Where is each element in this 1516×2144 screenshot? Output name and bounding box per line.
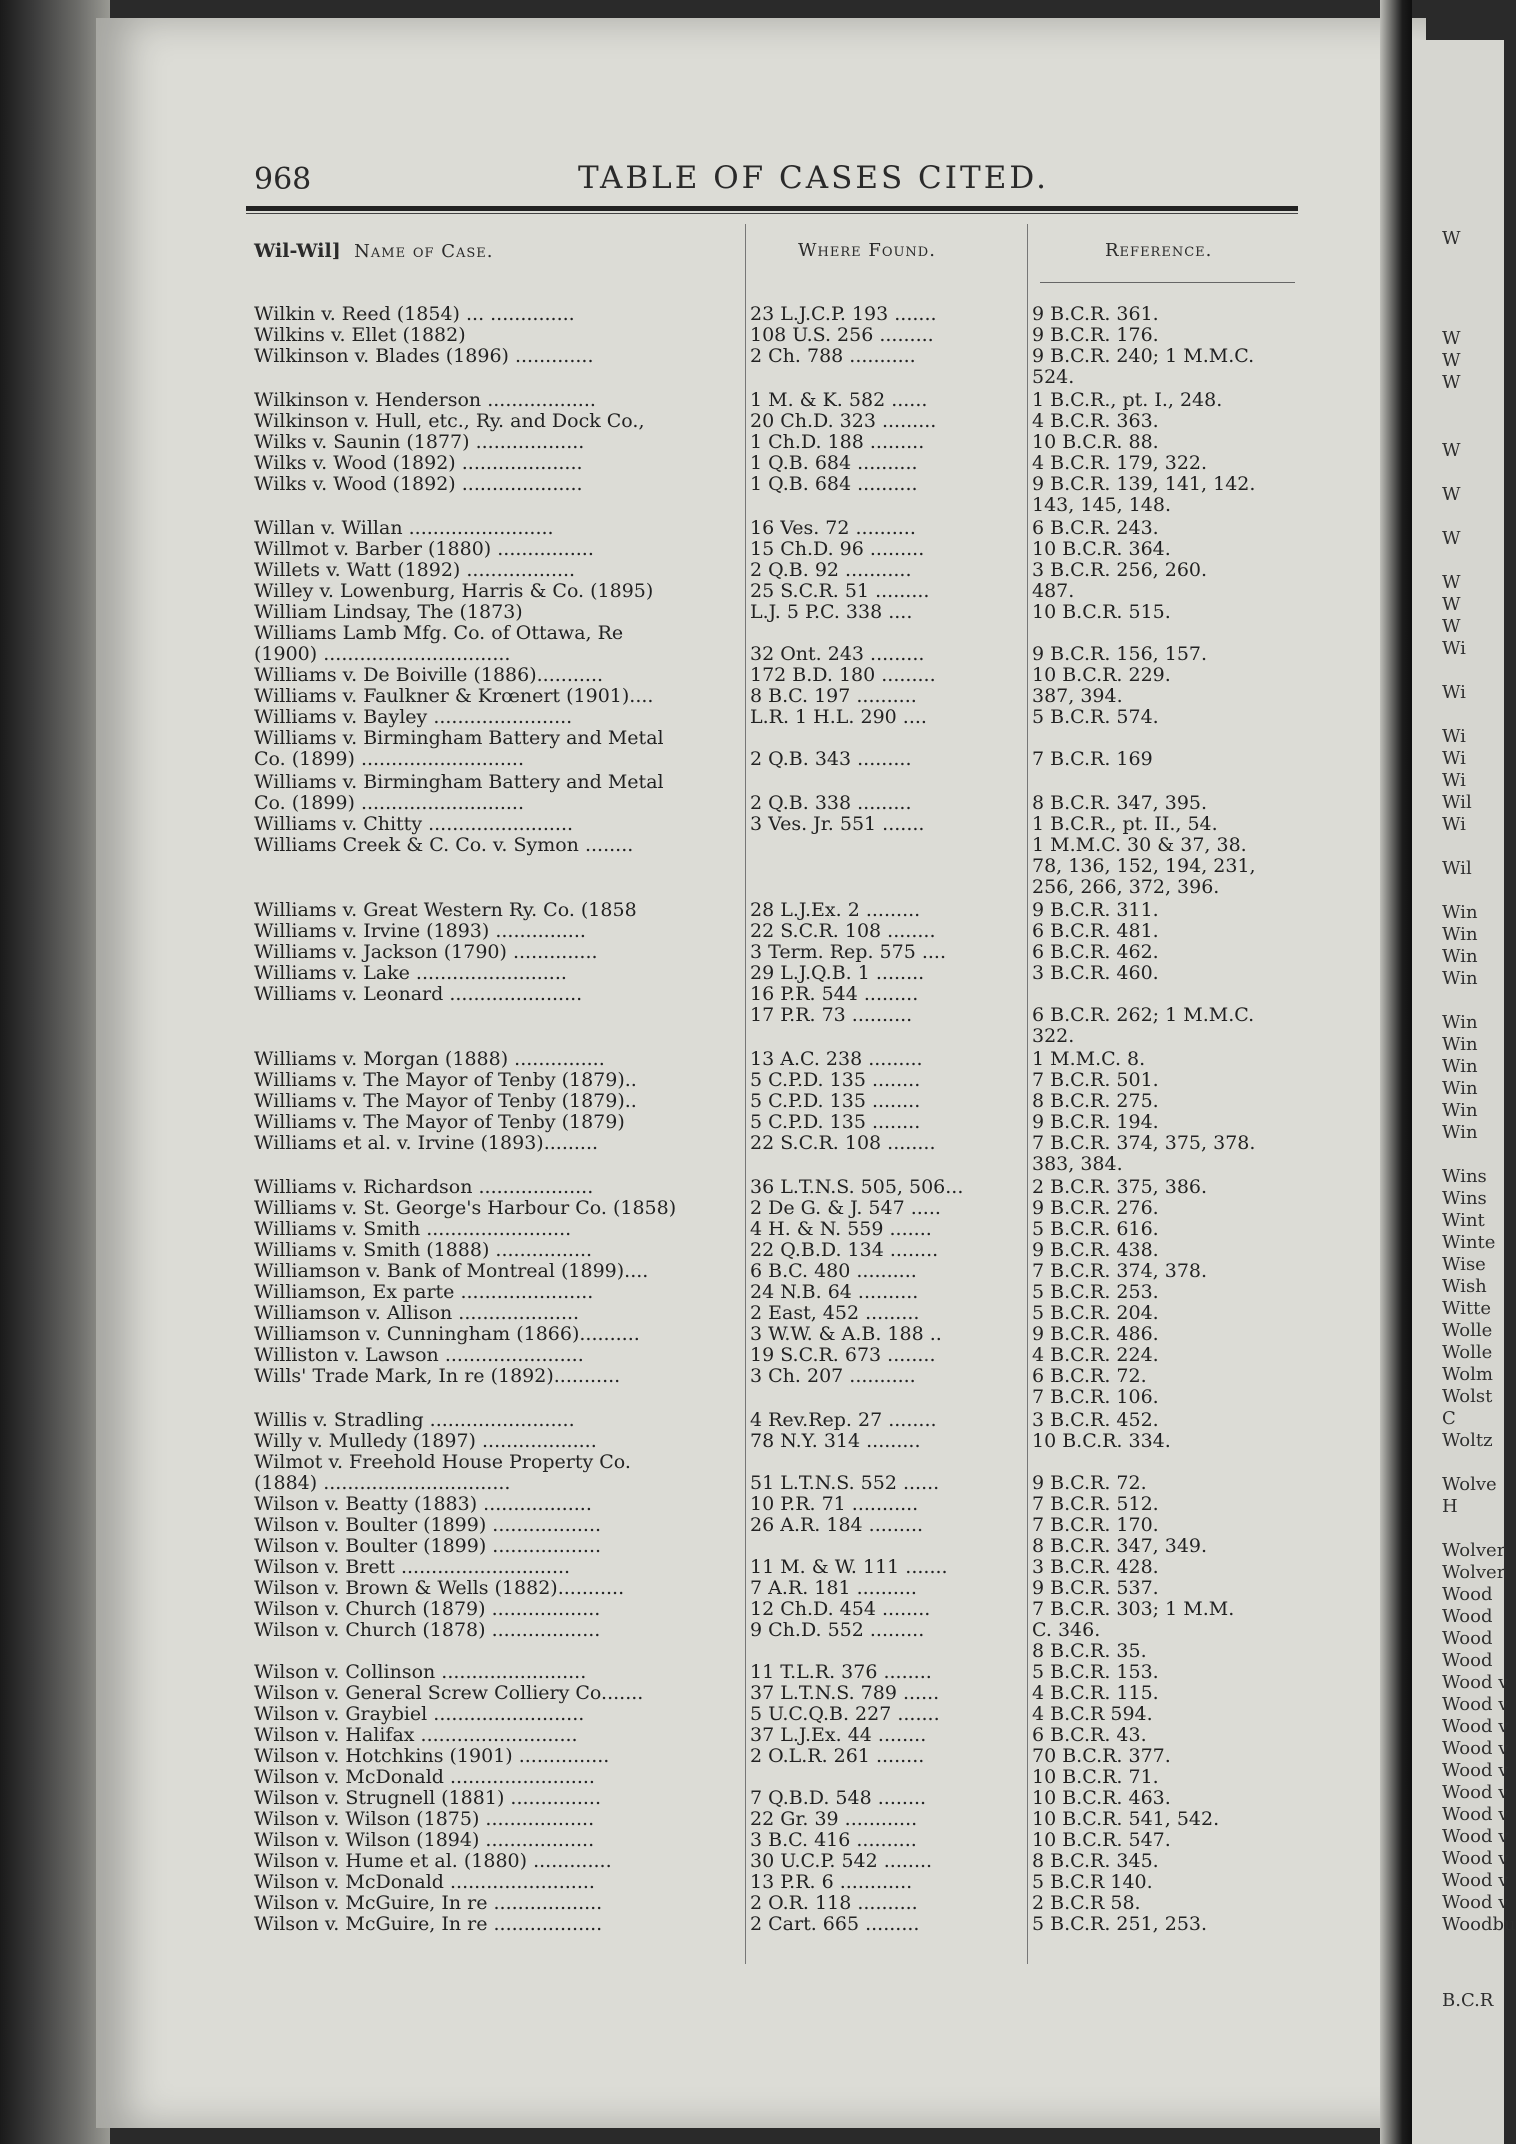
table-cell-reference: 9 B.C.R. 176. (1032, 324, 1159, 346)
next-page-text: Win (1442, 1056, 1478, 1077)
table-cell-name: Wilson v. Boulter (1899) .................. (254, 1535, 602, 1557)
table-cell-found: 2 O.L.R. 261 ........ (750, 1745, 925, 1767)
table-cell-reference: 9 B.C.R. 194. (1032, 1111, 1159, 1133)
table-cell-found: 26 A.R. 184 ......... (750, 1514, 924, 1536)
table-cell-reference: 7 B.C.R. 106. (1032, 1386, 1159, 1408)
table-cell-reference: 9 B.C.R. 240; 1 M.M.C. (1032, 345, 1255, 367)
table-cell-name: Wilson v. Hume et al. (1880) ............. (254, 1850, 612, 1872)
next-page-text: W (1442, 616, 1461, 637)
table-cell-reference: 8 B.C.R. 35. (1032, 1640, 1147, 1662)
table-cell-name: Williams v. Richardson ................... (254, 1176, 594, 1198)
table-cell-reference: 10 B.C.R. 364. (1032, 538, 1171, 560)
next-page-text: W (1442, 440, 1461, 461)
column-header-found: Where Found. (798, 240, 936, 261)
next-page-text: Wish (1442, 1276, 1487, 1297)
table-cell-found: 51 L.T.N.S. 552 ...... (750, 1472, 940, 1494)
table-cell-reference: 10 B.C.R. 463. (1032, 1787, 1171, 1809)
table-cell-reference: 1 B.C.R., pt. I., 248. (1032, 389, 1223, 411)
table-cell-found: 22 Gr. 39 ............ (750, 1808, 918, 1830)
table-cell-name: Williams v. Morgan (1888) ............... (254, 1048, 605, 1070)
table-cell-reference: 6 B.C.R. 72. (1032, 1365, 1147, 1387)
table-cell-name: Wilson v. Wilson (1894) .................. (254, 1829, 595, 1851)
book-gutter (1380, 0, 1412, 2144)
table-cell-name: Williams v. Great Western Ry. Co. (1858 (254, 899, 637, 921)
table-cell-name: Williamson, Ex parte ...................... (254, 1281, 594, 1303)
table-cell-name: Wilkinson v. Hull, etc., Ry. and Dock Co., (254, 410, 645, 432)
table-cell-found: 5 C.P.D. 135 ........ (750, 1111, 921, 1133)
table-cell-name: Wilson v. Strugnell (1881) ............... (254, 1787, 601, 1809)
table-cell-found: 3 Ves. Jr. 551 ....... (750, 813, 925, 835)
table-cell-found: 22 Q.B.D. 134 ........ (750, 1239, 939, 1261)
table-cell-found: 5 C.P.D. 135 ........ (750, 1069, 921, 1091)
table-cell-reference: 5 B.C.R. 153. (1032, 1661, 1159, 1683)
table-cell-reference: 9 B.C.R. 486. (1032, 1323, 1159, 1345)
next-page-text: Wolle (1442, 1342, 1493, 1363)
table-cell-reference: 7 B.C.R. 512. (1032, 1493, 1159, 1515)
next-page-text: Wins (1442, 1188, 1487, 1209)
table-cell-reference: 256, 266, 372, 396. (1032, 876, 1220, 898)
next-page-text: Wolst (1442, 1386, 1493, 1407)
running-title: TABLE OF CASES CITED. (578, 160, 1049, 196)
table-cell-found: 108 U.S. 256 ......... (750, 324, 934, 346)
table-cell-reference: 78, 136, 152, 194, 231, (1032, 855, 1256, 877)
next-page-text: Wood v (1442, 1738, 1509, 1759)
table-cell-found: 5 U.C.Q.B. 227 ....... (750, 1703, 940, 1725)
table-cell-found: 19 S.C.R. 673 ........ (750, 1344, 936, 1366)
table-cell-found: 16 P.R. 544 ......... (750, 983, 919, 1005)
table-cell-found: 13 P.R. 6 ............ (750, 1871, 913, 1893)
next-page-text: Wood (1442, 1650, 1493, 1671)
next-page-text: Wolver (1442, 1562, 1506, 1583)
next-page-text: Win (1442, 924, 1478, 945)
table-cell-reference: 4 B.C.R. 115. (1032, 1682, 1159, 1704)
table-cell-found: 36 L.T.N.S. 505, 506... (750, 1176, 964, 1198)
table-cell-found: 37 L.J.Ex. 44 ........ (750, 1724, 927, 1746)
next-page-text: Wi (1442, 748, 1466, 769)
table-cell-found: 24 N.B. 64 .......... (750, 1281, 919, 1303)
next-page-text: Win (1442, 1034, 1478, 1055)
table-cell-name: Wilson v. Beatty (1883) .................. (254, 1493, 592, 1515)
table-cell-name: Wilson v. McGuire, In re .................. (254, 1892, 603, 1914)
table-cell-name: Williams v. Birmingham Battery and Metal (254, 727, 664, 749)
table-cell-reference: 383, 384. (1032, 1153, 1123, 1175)
table-cell-found: 11 T.L.R. 376 ........ (750, 1661, 932, 1683)
next-page-text: Witte (1442, 1298, 1492, 1319)
table-cell-reference: 7 B.C.R. 170. (1032, 1514, 1159, 1536)
table-cell-name: Wilson v. General Screw Colliery Co....... (254, 1682, 644, 1704)
table-cell-reference: 70 B.C.R. 377. (1032, 1745, 1171, 1767)
table-cell-name: Wilkins v. Ellet (1882) (254, 324, 466, 346)
table-cell-reference: 9 B.C.R. 139, 141, 142. (1032, 473, 1256, 495)
table-cell-name: Wilson v. Brown & Wells (1882)........... (254, 1577, 625, 1599)
table-cell-name: Williams v. Jackson (1790) .............. (254, 941, 598, 963)
table-cell-name: Williams et al. v. Irvine (1893)......... (254, 1132, 599, 1154)
table-cell-reference: 9 B.C.R. 276. (1032, 1197, 1159, 1219)
table-cell-reference: 5 B.C.R. 253. (1032, 1281, 1159, 1303)
table-cell-name: Williams v. Lake ......................... (254, 962, 567, 984)
next-page-text: Win (1442, 1078, 1478, 1099)
table-cell-found: 172 B.D. 180 ......... (750, 664, 936, 686)
table-cell-reference: 4 B.C.R. 363. (1032, 410, 1159, 432)
table-cell-found: 20 Ch.D. 323 ......... (750, 410, 937, 432)
table-cell-name: Wilson v. McDonald ........................ (254, 1871, 595, 1893)
table-cell-name: Willy v. Mulledy (1897) ................... (254, 1430, 597, 1452)
table-cell-found: L.R. 1 H.L. 290 .... (750, 706, 927, 728)
table-cell-reference: 5 B.C.R. 204. (1032, 1302, 1159, 1324)
table-cell-reference: 10 B.C.R. 515. (1032, 601, 1171, 623)
table-cell-reference: C. 346. (1032, 1619, 1101, 1641)
table-cell-reference: 4 B.C.R 594. (1032, 1703, 1153, 1725)
next-page-text: C (1442, 1408, 1456, 1429)
table-cell-name: Wilson v. McDonald ........................ (254, 1766, 595, 1788)
table-cell-reference: 524. (1032, 366, 1075, 388)
table-cell-reference: 10 B.C.R. 229. (1032, 664, 1171, 686)
next-page-text: Wood v (1442, 1892, 1509, 1913)
table-cell-name: Wilson v. Church (1879) .................. (254, 1598, 601, 1620)
next-page-text: Win (1442, 902, 1478, 923)
next-page-text: Wood v (1442, 1672, 1509, 1693)
table-cell-name: Williams v. The Mayor of Tenby (1879).. (254, 1090, 637, 1112)
table-cell-name: Wilson v. Halifax .......................... (254, 1724, 578, 1746)
table-cell-found: 7 Q.B.D. 548 ........ (750, 1787, 927, 1809)
table-cell-name: Williams v. Birmingham Battery and Metal (254, 771, 664, 793)
table-cell-name: Williams v. Leonard ...................... (254, 983, 583, 1005)
table-cell-found: 29 L.J.Q.B. 1 ........ (750, 962, 925, 984)
next-page-text: Wood v (1442, 1694, 1509, 1715)
table-cell-reference: 9 B.C.R. 361. (1032, 303, 1159, 325)
table-cell-reference: 7 B.C.R. 501. (1032, 1069, 1159, 1091)
table-cell-found: 2 De G. & J. 547 ..... (750, 1197, 941, 1219)
header-rule (246, 206, 1298, 211)
next-page-text: Wint (1442, 1210, 1485, 1231)
table-cell-reference: 5 B.C.R. 574. (1032, 706, 1159, 728)
reference-header-underline (1040, 282, 1295, 283)
table-cell-reference: 10 B.C.R. 547. (1032, 1829, 1171, 1851)
table-cell-found: L.J. 5 P.C. 338 .... (750, 601, 913, 623)
table-cell-name: Williams v. De Boiville (1886)........... (254, 664, 604, 686)
table-cell-name: Williams v. Irvine (1893) ............... (254, 920, 586, 942)
next-page-text: Win (1442, 1100, 1478, 1121)
table-cell-name: Wilson v. Church (1878) .................. (254, 1619, 601, 1641)
next-page-text: Wood (1442, 1606, 1493, 1627)
table-cell-name: Williams v. The Mayor of Tenby (1879) (254, 1111, 625, 1133)
table-cell-reference: 7 B.C.R. 374, 378. (1032, 1260, 1208, 1282)
next-page-text: Win (1442, 1012, 1478, 1033)
table-cell-name: Williams v. Faulkner & Krœnert (1901).... (254, 685, 654, 707)
table-cell-name: Williams Creek & C. Co. v. Symon ........ (254, 834, 634, 856)
table-cell-name: Willets v. Watt (1892) .................. (254, 559, 576, 581)
next-page-text: Wolle (1442, 1320, 1493, 1341)
table-cell-found: 23 L.J.C.P. 193 ....... (750, 303, 937, 325)
table-cell-name: William Lindsay, The (1873) (254, 601, 523, 623)
table-cell-found: 6 B.C. 480 .......... (750, 1260, 917, 1282)
table-cell-found: 4 Rev.Rep. 27 ........ (750, 1409, 937, 1431)
next-page-text: Wi (1442, 726, 1466, 747)
table-cell-reference: 5 B.C.R. 251, 253. (1032, 1913, 1208, 1935)
table-cell-found: 22 S.C.R. 108 ........ (750, 920, 936, 942)
next-page-text: Wins (1442, 1166, 1487, 1187)
table-cell-name: Wilks v. Saunin (1877) .................. (254, 431, 585, 453)
table-cell-name: Co. (1899) ........................... (254, 792, 525, 814)
table-cell-found: 25 S.C.R. 51 ......... (750, 580, 930, 602)
table-cell-found: 7 A.R. 181 .......... (750, 1577, 917, 1599)
next-page-text: Woltz (1442, 1430, 1493, 1451)
table-cell-reference: 9 B.C.R. 156, 157. (1032, 643, 1208, 665)
table-cell-name: Willey v. Lowenburg, Harris & Co. (1895) (254, 580, 654, 602)
table-cell-found: 2 East, 452 ......... (750, 1302, 920, 1324)
table-cell-found: 37 L.T.N.S. 789 ...... (750, 1682, 940, 1704)
header-rule-thin (246, 213, 1298, 214)
table-cell-found: 3 B.C. 416 .......... (750, 1829, 917, 1851)
column-name-label: Name of Case. (354, 241, 494, 262)
next-page-text: Wood v (1442, 1804, 1509, 1825)
table-cell-name: Williams v. Bayley ....................... (254, 706, 573, 728)
table-cell-found: 30 U.C.P. 542 ........ (750, 1850, 933, 1872)
next-page-text: Win (1442, 946, 1478, 967)
table-cell-found: 1 Q.B. 684 .......... (750, 473, 918, 495)
table-cell-found: 3 Term. Rep. 575 .... (750, 941, 947, 963)
next-page-text: Win (1442, 1122, 1478, 1143)
table-cell-name: Williamson v. Allison .................... (254, 1302, 580, 1324)
table-cell-reference: 322. (1032, 1025, 1075, 1047)
table-cell-reference: 2 B.C.R 58. (1032, 1892, 1141, 1914)
table-cell-name: Wilkin v. Reed (1854) ... .............. (254, 303, 575, 325)
table-cell-found: 17 P.R. 73 .......... (750, 1004, 913, 1026)
table-cell-reference: 6 B.C.R. 262; 1 M.M.C. (1032, 1004, 1255, 1026)
table-cell-name: Willis v. Stradling ........................ (254, 1409, 575, 1431)
table-cell-name: Wilkinson v. Henderson .................. (254, 389, 596, 411)
next-page-text: W (1442, 528, 1461, 549)
table-cell-found: 2 Q.B. 338 ......... (750, 792, 912, 814)
table-cell-found: 3 W.W. & A.B. 188 .. (750, 1323, 942, 1345)
table-cell-reference: 9 B.C.R. 72. (1032, 1472, 1147, 1494)
next-page-text: Wil (1442, 792, 1472, 813)
next-page-text: H (1442, 1496, 1458, 1517)
table-cell-name: Wilson v. Boulter (1899) .................. (254, 1514, 602, 1536)
table-cell-name: Wilkinson v. Blades (1896) ............. (254, 345, 594, 367)
next-page-text: W (1442, 484, 1461, 505)
table-cell-name: Williamson v. Cunningham (1866).......... (254, 1323, 640, 1345)
next-page-fragment (1412, 40, 1516, 2144)
table-cell-name: Wills' Trade Mark, In re (1892)........... (254, 1365, 621, 1387)
next-page-text: Wood v (1442, 1826, 1509, 1847)
table-cell-reference: 3 B.C.R. 460. (1032, 962, 1159, 984)
table-cell-reference: 4 B.C.R. 179, 322. (1032, 452, 1208, 474)
table-cell-found: 8 B.C. 197 .......... (750, 685, 917, 707)
table-cell-reference: 5 B.C.R. 616. (1032, 1218, 1159, 1240)
table-cell-name: Wilks v. Wood (1892) .................... (254, 473, 583, 495)
table-cell-reference: 7 B.C.R. 169 (1032, 748, 1153, 770)
table-cell-reference: 6 B.C.R. 243. (1032, 517, 1159, 539)
table-cell-found: 10 P.R. 71 ........... (750, 1493, 919, 1515)
table-cell-name: Williams v. Smith (1888) ................ (254, 1239, 593, 1261)
column-header-name (254, 240, 494, 262)
table-cell-name: Williamson v. Bank of Montreal (1899).... (254, 1260, 649, 1282)
next-page-text: Wood v (1442, 1716, 1509, 1737)
column-divider-left (745, 224, 746, 1964)
table-cell-found: 3 Ch. 207 ........... (750, 1365, 916, 1387)
next-page-text: Wood v (1442, 1782, 1509, 1803)
next-page-text: Wil (1442, 858, 1472, 879)
table-cell-name: Co. (1899) ........................... (254, 748, 525, 770)
next-page-text: Wood (1442, 1584, 1493, 1605)
table-cell-found: 1 Q.B. 684 .......... (750, 452, 918, 474)
next-page-text: W (1442, 228, 1461, 249)
next-page-text: Wood v (1442, 1848, 1509, 1869)
table-cell-found: 22 S.C.R. 108 ........ (750, 1132, 936, 1154)
table-cell-reference: 9 B.C.R. 438. (1032, 1239, 1159, 1261)
table-cell-reference: 6 B.C.R. 481. (1032, 920, 1159, 942)
table-cell-reference: 6 B.C.R. 43. (1032, 1724, 1147, 1746)
table-cell-reference: 7 B.C.R. 374, 375, 378. (1032, 1132, 1256, 1154)
next-page-text: W (1442, 572, 1461, 593)
table-cell-name: Wilks v. Wood (1892) .................... (254, 452, 583, 474)
table-cell-name: Williams v. The Mayor of Tenby (1879).. (254, 1069, 637, 1091)
table-cell-reference: 2 B.C.R. 375, 386. (1032, 1176, 1208, 1198)
table-cell-reference: 10 B.C.R. 541, 542. (1032, 1808, 1220, 1830)
next-page-text: Wolm (1442, 1364, 1493, 1385)
table-cell-name: Williams v. St. George's Harbour Co. (1858) (254, 1197, 677, 1219)
table-cell-found: 2 O.R. 118 .......... (750, 1892, 918, 1914)
next-page-text: Wi (1442, 770, 1466, 791)
column-header-reference: Reference. (1105, 240, 1213, 261)
table-cell-reference: 4 B.C.R. 224. (1032, 1344, 1159, 1366)
table-cell-name: Willmot v. Barber (1880) ................ (254, 538, 594, 560)
next-page-text: Wolve (1442, 1474, 1497, 1495)
table-cell-reference: 8 B.C.R. 345. (1032, 1850, 1159, 1872)
table-cell-reference: 487. (1032, 580, 1075, 602)
table-cell-found: 5 C.P.D. 135 ........ (750, 1090, 921, 1112)
table-cell-found: 2 Cart. 665 ......... (750, 1913, 920, 1935)
table-cell-found: 16 Ves. 72 .......... (750, 517, 916, 539)
next-page-text: Winte (1442, 1232, 1496, 1253)
table-cell-reference: 8 B.C.R. 347, 349. (1032, 1535, 1208, 1557)
next-page-text: Wi (1442, 814, 1466, 835)
table-cell-found: 11 M. & W. 111 ....... (750, 1556, 948, 1578)
table-cell-found: 28 L.J.Ex. 2 ......... (750, 899, 921, 921)
next-page-text: W (1442, 350, 1461, 371)
table-cell-found: 1 Ch.D. 188 ......... (750, 431, 925, 453)
table-cell-found: 2 Ch. 788 ........... (750, 345, 916, 367)
table-cell-found: 32 Ont. 243 ......... (750, 643, 925, 665)
table-cell-reference: 3 B.C.R. 428. (1032, 1556, 1159, 1578)
table-cell-reference: 5 B.C.R 140. (1032, 1871, 1153, 1893)
table-cell-reference: 10 B.C.R. 71. (1032, 1766, 1159, 1788)
next-page-text: Wolver (1442, 1540, 1506, 1561)
table-cell-found: 13 A.C. 238 ......... (750, 1048, 923, 1070)
table-cell-name: Williams v. Smith ........................ (254, 1218, 572, 1240)
table-cell-found: 9 Ch.D. 552 ......... (750, 1619, 925, 1641)
table-cell-found: 1 M. & K. 582 ...... (750, 389, 928, 411)
table-cell-reference: 1 B.C.R., pt. II., 54. (1032, 813, 1218, 835)
table-cell-found: 15 Ch.D. 96 ......... (750, 538, 925, 560)
table-cell-found: 78 N.Y. 314 ......... (750, 1430, 921, 1452)
table-cell-name: (1900) ............................... (254, 643, 511, 665)
next-page-text: Wood (1442, 1628, 1493, 1649)
table-cell-found: 2 Q.B. 92 ........... (750, 559, 912, 581)
table-cell-reference: 10 B.C.R. 334. (1032, 1430, 1171, 1452)
table-cell-reference: 8 B.C.R. 275. (1032, 1090, 1159, 1112)
table-cell-reference: 3 B.C.R. 452. (1032, 1409, 1159, 1431)
table-cell-reference: 387, 394. (1032, 685, 1123, 707)
table-cell-reference: 1 M.M.C. 30 & 37, 38. (1032, 834, 1247, 856)
table-cell-name: Wilson v. Brett ............................ (254, 1556, 571, 1578)
next-page-text: Wi (1442, 638, 1466, 659)
table-cell-found: 2 Q.B. 343 ......... (750, 748, 912, 770)
next-page-text: Wise (1442, 1254, 1486, 1275)
table-cell-reference: 1 M.M.C. 8. (1032, 1048, 1146, 1070)
table-cell-reference: 9 B.C.R. 311. (1032, 899, 1159, 921)
next-page-text: Wi (1442, 682, 1466, 703)
table-cell-name: Wilson v. Graybiel ......................... (254, 1703, 585, 1725)
next-page-text: Win (1442, 968, 1478, 989)
table-cell-name: Willan v. Willan ........................ (254, 517, 554, 539)
next-page-text: W (1442, 594, 1461, 615)
table-cell-name: Wilson v. Collinson ........................ (254, 1661, 587, 1683)
range-label: Wil-Wil] (254, 240, 341, 262)
table-cell-name: Wilmot v. Freehold House Property Co. (254, 1451, 631, 1473)
next-page-text: B.C.R (1442, 1990, 1494, 2011)
page-number: 968 (254, 162, 312, 197)
table-cell-found: 4 H. & N. 559 ....... (750, 1218, 932, 1240)
table-cell-reference: 7 B.C.R. 303; 1 M.M. (1032, 1598, 1235, 1620)
next-page-text: Wood v (1442, 1760, 1509, 1781)
table-cell-found: 12 Ch.D. 454 ........ (750, 1598, 931, 1620)
table-cell-name: Williams v. Chitty ........................ (254, 813, 574, 835)
table-cell-reference: 6 B.C.R. 462. (1032, 941, 1159, 963)
next-page-text: Wood v (1442, 1870, 1509, 1891)
table-cell-name: (1884) ............................... (254, 1472, 511, 1494)
table-cell-name: Wilson v. McGuire, In re .................. (254, 1913, 603, 1935)
table-cell-reference: 8 B.C.R. 347, 395. (1032, 792, 1208, 814)
table-cell-name: Williams Lamb Mfg. Co. of Ottawa, Re (254, 622, 624, 644)
table-cell-reference: 10 B.C.R. 88. (1032, 431, 1159, 453)
next-page-text: W (1442, 328, 1461, 349)
table-cell-reference: 143, 145, 148. (1032, 494, 1171, 516)
table-cell-name: Williston v. Lawson ....................... (254, 1344, 584, 1366)
table-cell-name: Wilson v. Hotchkins (1901) ............... (254, 1745, 610, 1767)
table-cell-reference: 9 B.C.R. 537. (1032, 1577, 1159, 1599)
next-page-text: Woodbu (1442, 1914, 1516, 1935)
table-cell-reference: 3 B.C.R. 256, 260. (1032, 559, 1208, 581)
table-cell-name: Wilson v. Wilson (1875) .................. (254, 1808, 595, 1830)
next-page-text: W (1442, 372, 1461, 393)
book-edge (0, 0, 110, 2144)
